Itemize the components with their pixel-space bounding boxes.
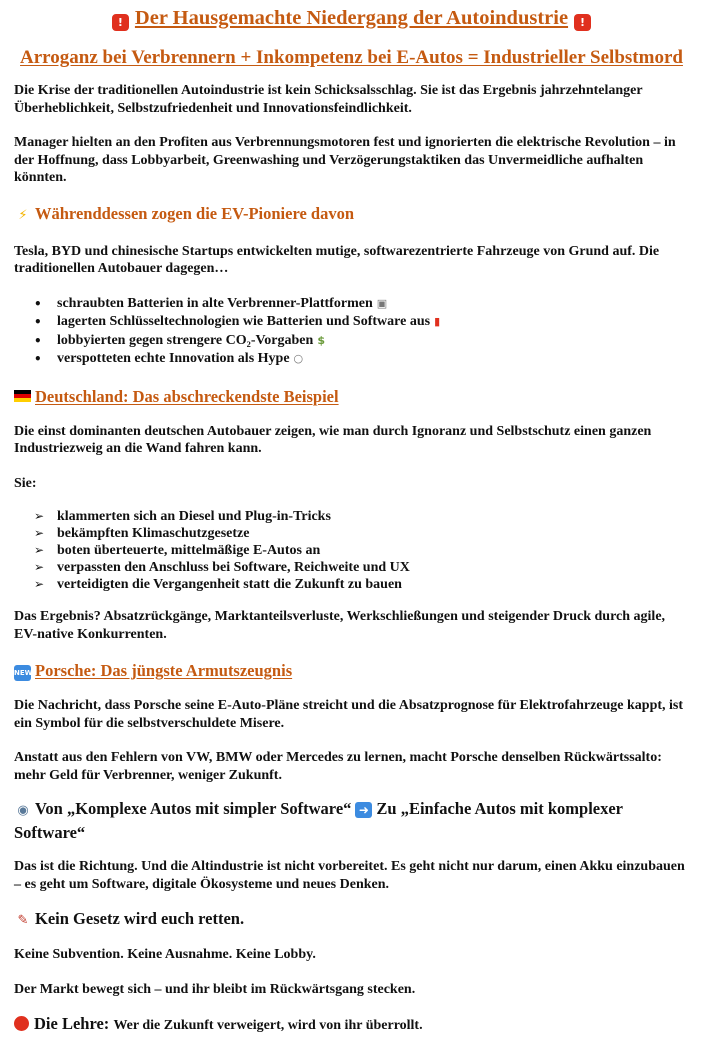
document-subtitle: Arroganz bei Verbrennern + Inkompetenz bei E-Autos = Industrieller Selbstmord <box>20 47 683 68</box>
section-ev-heading: ⚡ Währenddessen zogen die EV-Pioniere davon <box>14 203 689 227</box>
list-item: • lagerten Schlüsseltechnologien wie Batterien und Software aus ▮ <box>34 314 441 329</box>
list-item: • lobbyierten gegen strengere CO₂-Vorgaben $ <box>34 332 325 348</box>
battery-icon: ▮ <box>434 315 441 328</box>
lightning-icon: ⚡ <box>18 207 28 223</box>
box-icon: ▣ <box>376 296 388 310</box>
porsche-paragraph-2: Anstatt aus den Fehlern von VW, BMW oder Mercedes zu lernen, macht Porsche denselben Rückwärtssalto: mehr Geld für Verbrenner, weniger Zukunft. <box>14 750 662 783</box>
section-de-text: Die einst dominanten deutschen Autobauer zeigen, wie man durch Ignoranz und Selbstschutz einen ganzen Industriezweig an die Wand fahren kann. <box>14 423 652 456</box>
law-line-1: Keine Subvention. Keine Ausnahme. Keine Lobby. <box>14 947 316 962</box>
lesson-line: Die Lehre: Wer die Zukunft verweigert, wird von ihr überrollt. <box>14 1013 689 1037</box>
section-law-heading: ✎ Kein Gesetz wird euch retten. <box>14 908 689 932</box>
money-icon: $ <box>317 333 325 347</box>
speech-bubble-icon: ○ <box>293 352 304 365</box>
red-circle-icon <box>14 1016 29 1031</box>
ev-bullet-list <box>14 295 689 369</box>
section-de-result: Das Ergebnis? Absatzrückgänge, Marktanteilsverluste, Werkschließungen und steigender Druck durch agile, EV-native Konkurrenten. <box>14 609 666 642</box>
porsche-paragraph-1: Die Nachricht, dass Porsche seine E-Auto-Pläne streicht und die Absatzprognose für Elektrofahrzeuge kappt, ist ein Symbol für die selbstverschuldete Misere. <box>14 698 684 731</box>
list-item: ➢ verteidigten die Vergangenheit statt die Zukunft zu bauen <box>34 577 402 592</box>
new-icon: NEW <box>14 665 31 681</box>
law-line-2: Der Markt bewegt sich – und ihr bleibt im Rückwärtsgang stecken. <box>14 981 416 997</box>
section-direction-text: Das ist die Richtung. Und die Altindustrie ist nicht vorbereitet. Es geht nicht nur darum, einen Akku einzubauen – es geht um Software, digitale Ökosysteme und neues Denken. <box>14 859 685 892</box>
list-item: ➢ bekämpften Klimaschutzgesetze <box>34 526 250 541</box>
siren-icon: ! <box>574 14 591 31</box>
list-item: • verspotteten echte Innovation als Hype ○ <box>34 351 304 366</box>
document-title: ! Der Hausgemachte Niedergang der Autoindustrie ! <box>14 4 689 32</box>
firecracker-icon: ✎ <box>17 913 29 928</box>
section-ev-text: Tesla, BYD und chinesische Startups entwickelten mutige, softwarezentrierte Fahrzeuge von Grund auf. Die traditionellen Autobauer dagegen… <box>14 243 660 276</box>
section-de-heading: Deutschland: Das abschreckendste Beispiel <box>14 386 689 408</box>
right-arrow-icon: ➜ <box>355 802 372 818</box>
list-item: ➢ klammerten sich an Diesel und Plug-in-Tricks <box>34 509 331 524</box>
section-de-lead: Sie: <box>14 475 37 491</box>
list-item: ➢ boten überteuerte, mittelmäßige E-Autos an <box>34 543 321 558</box>
intro-paragraph-2: Manager hielten an den Profiten aus Verbrennungsmotoren fest und ignorierten die elektrische Revolution – in der Hoffnung, dass Lobbyarbeit, Greenwashing und Verzögerungstaktiken das Unvermeidliche aufhalten könnten. <box>14 135 676 185</box>
list-item: • schraubten Batterien in alte Verbrenner-Plattformen ▣ <box>34 295 388 311</box>
intro-paragraph-1: Die Krise der traditionellen Autoindustrie ist kein Schicksalsschlag. Sie ist das Ergebnis jahrzehntelanger Überheblichkeit, Selbstzufriedenheit und Innovationsfeindlichkeit. <box>14 83 643 116</box>
list-item: ➢ verpassten den Anschluss bei Software, Reichweite und UX <box>34 560 410 575</box>
de-bullet-list <box>14 508 689 593</box>
section-direction-heading: ◉ Von „Komplexe Autos mit simpler Software“ ➜ Zu „Einfache Autos mit komplexer Software“ <box>14 799 623 842</box>
german-flag-icon <box>14 390 31 402</box>
robot-icon: ◉ <box>17 803 29 818</box>
section-porsche-heading: NEW Porsche: Das jüngste Armutszeugnis <box>14 661 293 680</box>
siren-icon: ! <box>112 14 129 31</box>
